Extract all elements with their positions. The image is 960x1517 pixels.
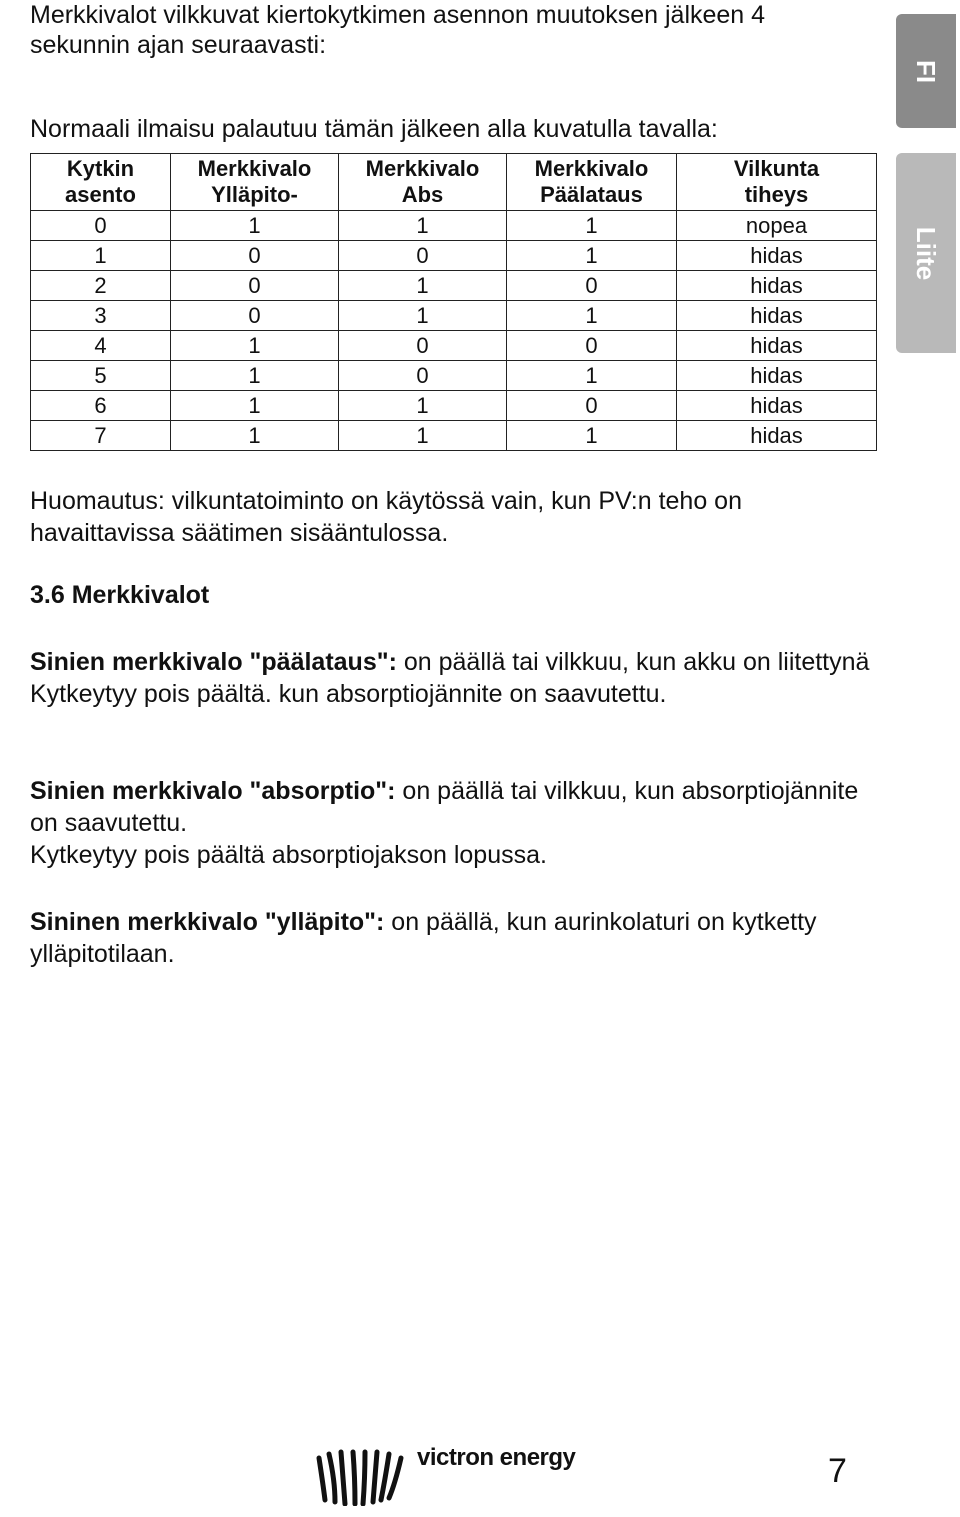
normal-indication-text: Normaali ilmaisu palautuu tämän jälkeen alla kuvatulla tavalla: [30, 115, 718, 143]
table-cell: 0 [339, 331, 507, 361]
led-table [30, 153, 877, 451]
table-row [31, 271, 877, 301]
table-row [31, 241, 877, 271]
header-abs-led: Merkkivalo Abs [339, 154, 507, 211]
table-cell: 1 [339, 271, 507, 301]
table-cell: 1 [171, 211, 339, 241]
table-cell: hidas [677, 361, 877, 391]
table-row [31, 361, 877, 391]
note-text: Huomautus: vilkuntatoiminto on käytössä vain, kun PV:n teho on havaittavissa säätimen sisääntulossa. [30, 487, 742, 547]
table-cell: hidas [677, 391, 877, 421]
table-row [31, 331, 877, 361]
table-cell: 5 [31, 361, 171, 391]
paragraph-absorption-led: Sinien merkkivalo "absorptio": on päällä tai vilkkuu, kun absorptiojännite on saavutettu. Kytkeytyy pois päältä absorptiojakson lopussa. [30, 777, 859, 869]
table-row [31, 211, 877, 241]
table-row [31, 421, 877, 451]
header-bulk-led: Merkkivalo Päälataus [507, 154, 677, 211]
table-cell: 1 [339, 301, 507, 331]
table-cell: 1 [31, 241, 171, 271]
header-float-led: Merkkivalo Ylläpito- [171, 154, 339, 211]
table-cell: 0 [507, 331, 677, 361]
paragraph-bulk-led: Sinien merkkivalo "päälataus": on päällä tai vilkkuu, kun akku on liitettynä Kytkeytyy pois päältä. kun absorptiojännite on saavutettu. [30, 648, 870, 708]
page-number: 7 [828, 1452, 847, 1490]
table-cell: 1 [507, 241, 677, 271]
float-led-label: Sininen merkkivalo "ylläpito": [30, 908, 385, 936]
bulk-led-off-text: Kytkeytyy pois päältä. kun absorptiojännite on saavutettu. [30, 680, 667, 708]
table-row [31, 391, 877, 421]
table-header-row [31, 154, 877, 211]
table-cell: 0 [339, 241, 507, 271]
table-cell: 7 [31, 421, 171, 451]
table-cell: 1 [507, 301, 677, 331]
table-cell: 0 [171, 301, 339, 331]
table-cell: 0 [507, 391, 677, 421]
intro-text: Merkkivalot vilkkuvat kiertokytkimen asennon muutoksen jälkeen 4 sekunnin ajan seuraavasti: [30, 1, 766, 59]
table-cell: 1 [171, 391, 339, 421]
victron-logo-mark-icon [313, 1444, 409, 1506]
table-cell: hidas [677, 271, 877, 301]
table-cell: 0 [507, 271, 677, 301]
victron-logo-text: victron energy [417, 1444, 576, 1471]
table-cell: 0 [171, 271, 339, 301]
table-cell: 0 [31, 211, 171, 241]
table-cell: 1 [171, 361, 339, 391]
header-blink-rate: Vilkunta tiheys [677, 154, 877, 211]
section-title: 3.6 Merkkivalot [30, 581, 210, 609]
bulk-led-label: Sinien merkkivalo "päälataus": [30, 648, 397, 676]
table-cell: hidas [677, 301, 877, 331]
table-cell: 4 [31, 331, 171, 361]
table-cell: 1 [339, 391, 507, 421]
tab-liite: Liite [896, 153, 956, 353]
table-cell: 3 [31, 301, 171, 331]
table-cell: 6 [31, 391, 171, 421]
table-cell: 0 [339, 361, 507, 391]
table-cell: 1 [507, 361, 677, 391]
table-cell: 1 [339, 421, 507, 451]
victron-logo [313, 1444, 575, 1506]
table-row [31, 301, 877, 331]
table-cell: 1 [507, 211, 677, 241]
tab-fi: FI [896, 14, 956, 128]
table-cell: hidas [677, 241, 877, 271]
table-cell: 1 [171, 331, 339, 361]
table-cell: 1 [339, 211, 507, 241]
table-cell: 2 [31, 271, 171, 301]
table-cell: 1 [171, 421, 339, 451]
absorption-led-label: Sinien merkkivalo "absorptio": [30, 777, 396, 805]
header-switch-position: Kytkin asento [31, 154, 171, 211]
table-cell: nopea [677, 211, 877, 241]
paragraph-float-led: Sininen merkkivalo "ylläpito": on päällä, kun aurinkolaturi on kytketty ylläpitotilaan. [30, 908, 817, 968]
table-cell: hidas [677, 421, 877, 451]
table-cell: 1 [507, 421, 677, 451]
table-cell: hidas [677, 331, 877, 361]
absorption-led-off-text: Kytkeytyy pois päältä absorptiojakson lopussa. [30, 841, 547, 869]
table-cell: 0 [171, 241, 339, 271]
